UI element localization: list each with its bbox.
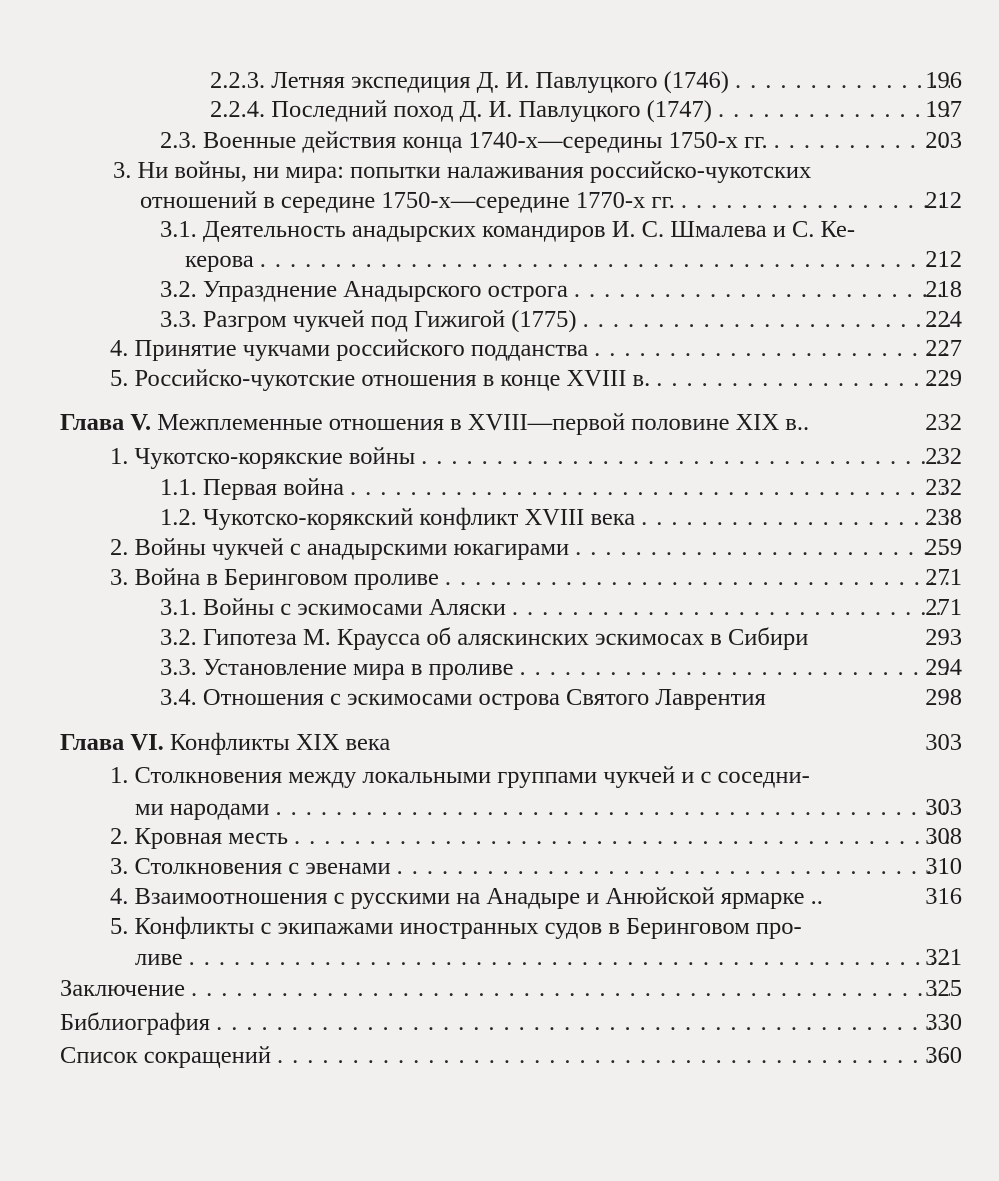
dot-leader xyxy=(397,852,950,882)
toc-page-number: 238 xyxy=(925,504,962,531)
toc-entry-title: 1.1. Первая война xyxy=(160,474,344,501)
toc-entry-title: ми народами xyxy=(135,794,270,821)
toc-entry xyxy=(110,442,962,472)
toc-entry-title: керова xyxy=(185,246,254,273)
dot-leader xyxy=(574,275,950,305)
toc-page-number: 360 xyxy=(925,1042,962,1069)
dot-leader xyxy=(421,442,950,472)
toc-entry xyxy=(110,533,962,563)
toc-entry-title: Заключение xyxy=(60,975,185,1002)
toc-entry-title: Конфликты XIX века xyxy=(163,729,391,756)
toc-entry xyxy=(160,653,962,683)
dot-leader xyxy=(350,473,950,503)
toc-chapter-entry xyxy=(60,728,962,758)
toc-entry xyxy=(110,882,962,912)
dot-leader xyxy=(216,1008,950,1038)
toc-page-number: 271 xyxy=(925,564,962,591)
toc-entry-title: 3.3. Установление мира в проливе xyxy=(160,654,514,681)
toc-page-number: 212 xyxy=(925,246,962,273)
toc-entry-title: 1. Столкновения между локальными группами чукчей и с соседни- xyxy=(110,762,810,789)
dot-leader xyxy=(583,305,950,335)
toc-entry-title: 5. Российско-чукотские отношения в конце XVIII в. xyxy=(110,365,651,392)
toc-page-number: 196 xyxy=(925,67,962,94)
toc-page-number: 316 xyxy=(925,883,962,910)
toc-page-number: 303 xyxy=(925,794,962,821)
toc-entry-title: 2.2.3. Летняя экспедиция Д. И. Павлуцкого (1746) xyxy=(210,67,729,94)
toc-entry-title: 2.2.4. Последний поход Д. И. Павлуцкого (1747) xyxy=(210,96,712,123)
toc-entry xyxy=(210,95,962,125)
toc-page-number: 197 xyxy=(925,96,962,123)
toc-entry xyxy=(160,275,962,305)
toc-entry-title: 3.1. Войны с эскимосами Аляски xyxy=(160,594,506,621)
toc-entry-title: 4. Принятие чукчами российского подданства xyxy=(110,335,589,362)
toc-entry-title: 2.3. Военные действия конца 1740-х—середины 1750-х гг. xyxy=(160,127,768,154)
dot-leader xyxy=(718,95,950,125)
toc-page-number: 259 xyxy=(925,534,962,561)
toc-entry-title: 3.3. Разгром чукчей под Гижигой (1775) xyxy=(160,306,577,333)
toc-entry-title: 2. Кровная месть xyxy=(110,823,289,850)
chapter-label: Глава VI. xyxy=(60,729,164,756)
toc-entry xyxy=(160,623,962,653)
toc-page-number: 224 xyxy=(925,306,962,333)
dot-leader xyxy=(275,793,950,823)
toc-entry xyxy=(210,66,962,96)
toc-entry xyxy=(60,1041,962,1071)
dot-leader xyxy=(519,653,950,683)
toc-entry xyxy=(135,943,962,973)
toc-entry xyxy=(110,364,962,394)
toc-page-number: 294 xyxy=(925,654,962,681)
toc-entry xyxy=(160,683,962,713)
toc-page-number: 310 xyxy=(925,853,962,880)
toc-page-number: 227 xyxy=(925,335,962,362)
toc-entry xyxy=(160,305,962,335)
toc-entry-title: 3. Столкновения с эвенами xyxy=(110,853,391,880)
toc-entry-title: 1. Чукотско-корякские войны xyxy=(110,443,416,470)
toc-page-number: 232 xyxy=(925,474,962,501)
toc-entry xyxy=(110,852,962,882)
toc-entry-title: Межплеменные отношения в XVIII—первой половине XIX в.. xyxy=(151,409,810,436)
toc-entry-title: 4. Взаимоотношения с русскими на Анадыре и Анюйской ярмарке .. xyxy=(110,883,823,910)
toc-entry xyxy=(110,563,962,593)
toc-entry-title: ливе xyxy=(135,944,183,971)
dot-leader xyxy=(656,364,950,394)
toc-entry xyxy=(135,793,962,823)
toc-page-number: 218 xyxy=(925,276,962,303)
toc-entry-title: 3.4. Отношения с эскимосами острова Святого Лаврентия xyxy=(160,684,766,711)
toc-entry xyxy=(160,503,962,533)
toc-entry xyxy=(110,761,962,791)
toc-page-number: 303 xyxy=(925,729,962,756)
toc-entry-title: 1.2. Чукотско-корякский конфликт XVIII века xyxy=(160,504,636,531)
dot-leader xyxy=(641,503,950,533)
toc-entry xyxy=(140,186,962,216)
dot-leader xyxy=(575,533,950,563)
toc-page-number: 293 xyxy=(925,624,962,651)
toc-entry xyxy=(110,822,962,852)
dot-leader xyxy=(294,822,950,852)
toc-page-number: 308 xyxy=(925,823,962,850)
toc-page-number: 229 xyxy=(925,365,962,392)
toc-page-number: 232 xyxy=(925,443,962,470)
dot-leader xyxy=(260,245,950,275)
toc-entry-title: 3.2. Упразднение Анадырского острога xyxy=(160,276,568,303)
toc-entry xyxy=(160,215,962,245)
toc-entry-title: 3. Война в Беринговом проливе xyxy=(110,564,439,591)
toc-entry-title: Список сокращений xyxy=(60,1042,271,1069)
toc-entry xyxy=(185,245,962,275)
toc-page-number: 212 xyxy=(925,187,962,214)
dot-leader xyxy=(594,334,950,364)
toc-entry-title: Библиография xyxy=(60,1009,211,1036)
dot-leader xyxy=(512,593,950,623)
toc-entry-title: 3. Ни войны, ни мира: попытки налаживания российско-чукотских xyxy=(113,157,812,184)
toc-page-number: 330 xyxy=(925,1009,962,1036)
toc-page-number: 232 xyxy=(925,409,962,436)
toc-entry-title: 3.1. Деятельность анадырских командиров И. С. Шмалева и С. Ке- xyxy=(160,216,855,243)
toc-entry-title: 2. Войны чукчей с анадырскими юкагирами xyxy=(110,534,570,561)
dot-leader xyxy=(774,126,950,156)
dot-leader xyxy=(191,974,950,1004)
toc-entry-title: 3.2. Гипотеза М. Краусса об аляскинских эскимосах в Сибири xyxy=(160,624,809,651)
toc-page-number: 325 xyxy=(925,975,962,1002)
toc-page-number: 271 xyxy=(925,594,962,621)
toc-entry xyxy=(110,912,962,942)
toc-entry xyxy=(160,126,962,156)
toc-entry xyxy=(160,593,962,623)
dot-leader xyxy=(445,563,950,593)
dot-leader xyxy=(735,66,950,96)
toc-page-number: 203 xyxy=(925,127,962,154)
chapter-label: Глава V. xyxy=(60,409,152,436)
toc-page-number: 298 xyxy=(925,684,962,711)
dot-leader xyxy=(681,186,950,216)
dot-leader xyxy=(189,943,950,973)
toc-entry-title: отношений в середине 1750-х—середине 1770-х гг. xyxy=(140,187,675,214)
toc-entry xyxy=(60,1008,962,1038)
toc-entry-title: 5. Конфликты с экипажами иностранных судов в Беринговом про- xyxy=(110,913,802,940)
toc-entry xyxy=(60,974,962,1004)
toc-page-number: 321 xyxy=(925,944,962,971)
toc-entry xyxy=(113,156,962,186)
toc-entry xyxy=(110,334,962,364)
dot-leader xyxy=(277,1041,950,1071)
toc-chapter-entry xyxy=(60,408,962,438)
toc-entry xyxy=(160,473,962,503)
